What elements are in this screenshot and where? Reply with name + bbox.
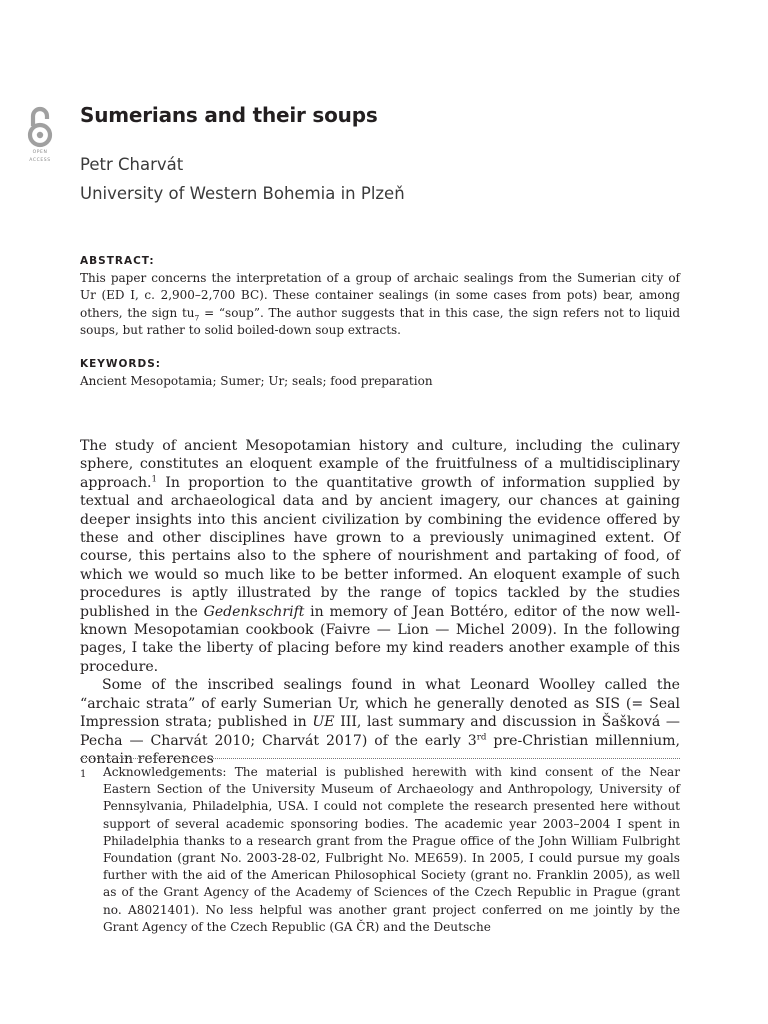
author-name: Petr Charvát xyxy=(80,155,184,174)
paper-title: Sumerians and their soups xyxy=(80,103,378,127)
body-text xyxy=(80,437,680,768)
footnote xyxy=(80,764,680,936)
abstract-text: This paper concerns the interpretation of a group of archaic sealings from the Sumerian city of Ur (ED I, c. 2,900–2,700 BC). These container sealings (in some cases from pots) bear, among others, the sign $tu_7$ = “soup”. The author suggests that in this case, the sign refers not to liquid soups, but rather to solid boiled-down soup extracts. xyxy=(80,271,681,337)
author-affiliation: University of Western Bohemia in Plzeň xyxy=(80,184,405,203)
footnote-separator xyxy=(80,758,680,759)
open-access-text-line1: OPEN xyxy=(32,150,48,155)
body-paragraph-1: The study of ancient Mesopotamian history and culture, including the culinary sphere, constitutes an eloquent example of the fruitfulness of a multidisciplinary approach.$^1$ In proportion to the quantitative growth of information supplied by textual and archaeological data and by ancient imagery, our chances at gaining deeper insights into this ancient civilization by combining the evidence offered by these and other disciplines have grown to a previously unimagined extent. Of course, this pertains also to the sphere of nourishment and partaking of food, of which we would so much like to be better informed. An eloquent example of such procedures is aptly illustrated by the range of topics tackled by the studies published in the Gedenkschrift in memory of Jean Bottéro, editor of the now well-known Mesopotamian cookbook (Faivre — Lion — Michel 2009). In the following pages, I take the liberty of placing before my kind readers another example of this procedure. xyxy=(80,438,680,675)
body-paragraph-2: Some of the inscribed sealings found in what Leonard Woolley called the “archaic strata” of early Sumerian Ur, which he generally denoted as SIS (= Seal Impression strata; published in UE III, last summary and discussion in Šašková — Pecha — Charvát 2010; Charvát 2017) of the early 3rd pre-Christian millennium, contain references xyxy=(80,677,681,767)
open-access-text-line2: ACCESS xyxy=(29,158,51,163)
open-access-logo xyxy=(24,104,56,164)
open-access-lock-icon xyxy=(25,104,55,148)
footnote-number: 1 xyxy=(80,769,87,780)
footnote-ref[interactable]: 1 xyxy=(151,474,158,485)
footnote-text: Acknowledgements: The material is published herewith with kind consent of the Near Eastern Section of the University Museum of Archaeology and Anthropology, University of Pennsylvania, Philadelphia, USA. I could not complete the research presented here without support of several academic sponsoring bodies. The academic year 2003–2004 I spent in Philadelphia thanks to a research grant from the Prague office of the John William Fulbright Foundation (grant No. 2003-28-02, Fulbright No. ME659). In 2005, I could pursue my goals further with the aid of the American Philosophical Society (grant no. Franklin 2005), as well as of the Grant Agency of the Academy of Sciences of the Czech Republic in Prague (grant no. A8021401). No less helpful was another grant project conferred on me jointly by the Grant Agency of the Czech Republic (GA ČR) and the Deutsche xyxy=(103,765,680,934)
keywords-label: KEYWORDS: xyxy=(80,358,161,370)
keywords-text: Ancient Mesopotamia; Sumer; Ur; seals; food preparation xyxy=(80,374,433,388)
abstract-label: ABSTRACT: xyxy=(80,255,155,267)
